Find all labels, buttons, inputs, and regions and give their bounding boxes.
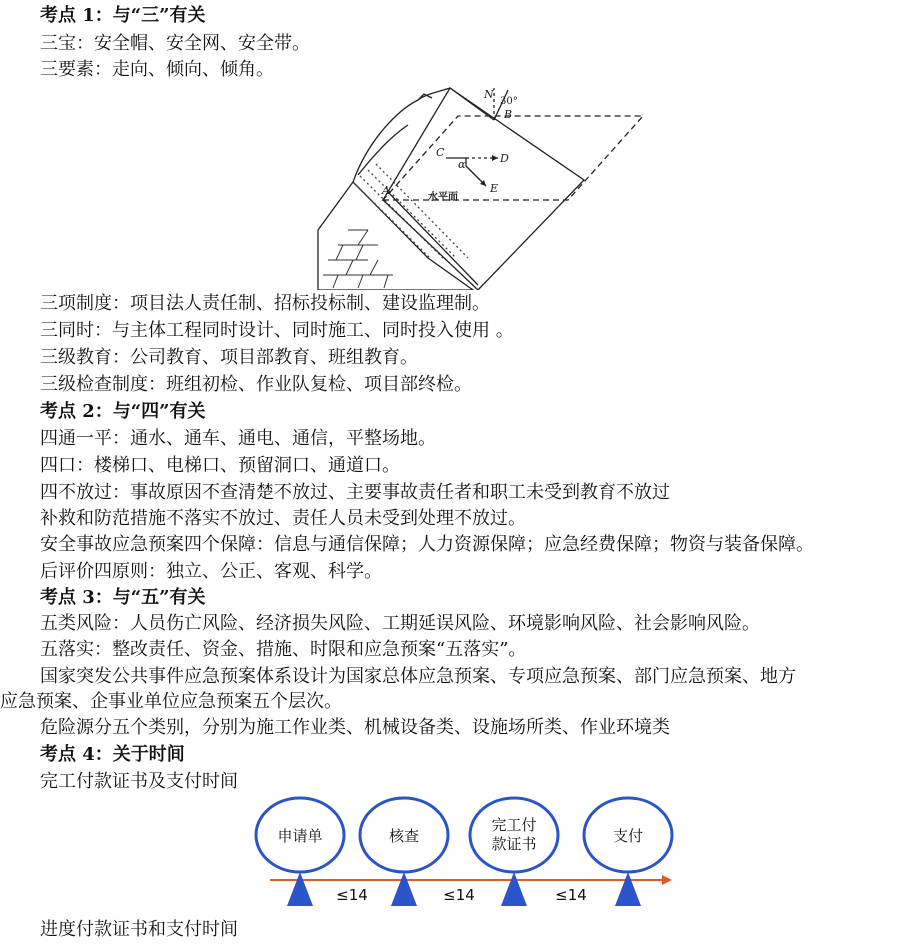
text-line: 四口：楼梯口、电梯口、预留洞口、通道口。 xyxy=(40,455,400,476)
text-line: 四通一平：通水、通车、通电、通信，平整场地。 xyxy=(40,428,436,449)
flow-marker-triangle xyxy=(501,872,527,906)
label-d: D xyxy=(500,152,509,165)
text-line: 五类风险：人员伤亡风险、经济损失风险、工期延误风险、环境影响风险、社会影响风险。 xyxy=(40,613,760,634)
text-line: 四不放过：事故原因不查清楚不放过、主要事故责任者和职工未受到教育不放过 xyxy=(40,482,670,503)
flow-marker-triangle xyxy=(615,872,641,906)
section-heading-1: 考点 1：与“三”有关 xyxy=(40,5,206,26)
flow-step-label: 完工付 xyxy=(491,816,537,834)
text-line: 三要素：走向、倾向、倾角。 xyxy=(40,59,274,80)
text-line: 后评价四原则：独立、公正、客观、科学。 xyxy=(40,561,382,582)
section-heading-4: 考点 4：关于时间 xyxy=(40,744,185,765)
label-north: N xyxy=(484,88,494,101)
label-c: C xyxy=(436,146,445,159)
flow-marker-triangle xyxy=(287,872,313,906)
section-heading-2: 考点 2：与“四”有关 xyxy=(40,401,206,422)
text-line: 进度付款证书和支付时间 xyxy=(40,919,238,940)
label-angle: 30° xyxy=(500,96,518,107)
text-line: 应急预案、企事业单位应急预案五个层次。 xyxy=(0,691,342,712)
label-e: E xyxy=(490,182,499,195)
text-line: 补救和防范措施不落实不放过、责任人员未受到处理不放过。 xyxy=(40,508,526,529)
text-line: 安全事故应急预案四个保障：信息与通信保障；人力资源保障；应急经费保障；物资与装备保障。 xyxy=(40,534,814,555)
text-line: 三宝：安全帽、安全网、安全带。 xyxy=(40,33,310,54)
text-line: 三项制度：项目法人责任制、招标投标制、建设监理制。 xyxy=(40,293,490,314)
flow-step-label: 申请单 xyxy=(277,827,323,845)
text-line: 危险源分五个类别，分别为施工作业类、机械设备类、设施场所类、作业环境类 xyxy=(40,717,670,738)
flow-step-label: 支付 xyxy=(612,827,644,845)
text-line: 完工付款证书及支付时间 xyxy=(40,771,238,792)
label-a: A xyxy=(382,184,390,197)
flow-interval-label: ≤14 xyxy=(555,886,587,904)
text-line: 三同时：与主体工程同时设计、同时施工、同时投入使用 。 xyxy=(40,320,514,341)
flow-interval-label: ≤14 xyxy=(336,886,368,904)
flow-step-label: 款证书 xyxy=(491,835,537,853)
flow-marker-triangle xyxy=(391,872,417,906)
label-alpha: α xyxy=(458,158,466,171)
section-heading-3: 考点 3：与“五”有关 xyxy=(40,587,206,608)
text-line: 五落实：整改责任、资金、措施、时限和应急预案“五落实”。 xyxy=(40,639,527,660)
label-horizontal-plane: 水平面 xyxy=(428,192,458,203)
text-line: 三级教育：公司教育、项目部教育、班组教育。 xyxy=(40,347,418,368)
flow-interval-label: ≤14 xyxy=(443,886,475,904)
label-b: B xyxy=(504,108,513,121)
text-line: 三级检查制度：班组初检、作业队复检、项目部终检。 xyxy=(40,374,472,395)
flow-step-label: 核查 xyxy=(388,827,420,845)
text-line: 国家突发公共事件应急预案体系设计为国家总体应急预案、专项应急预案、部门应急预案、地方 xyxy=(40,666,796,687)
